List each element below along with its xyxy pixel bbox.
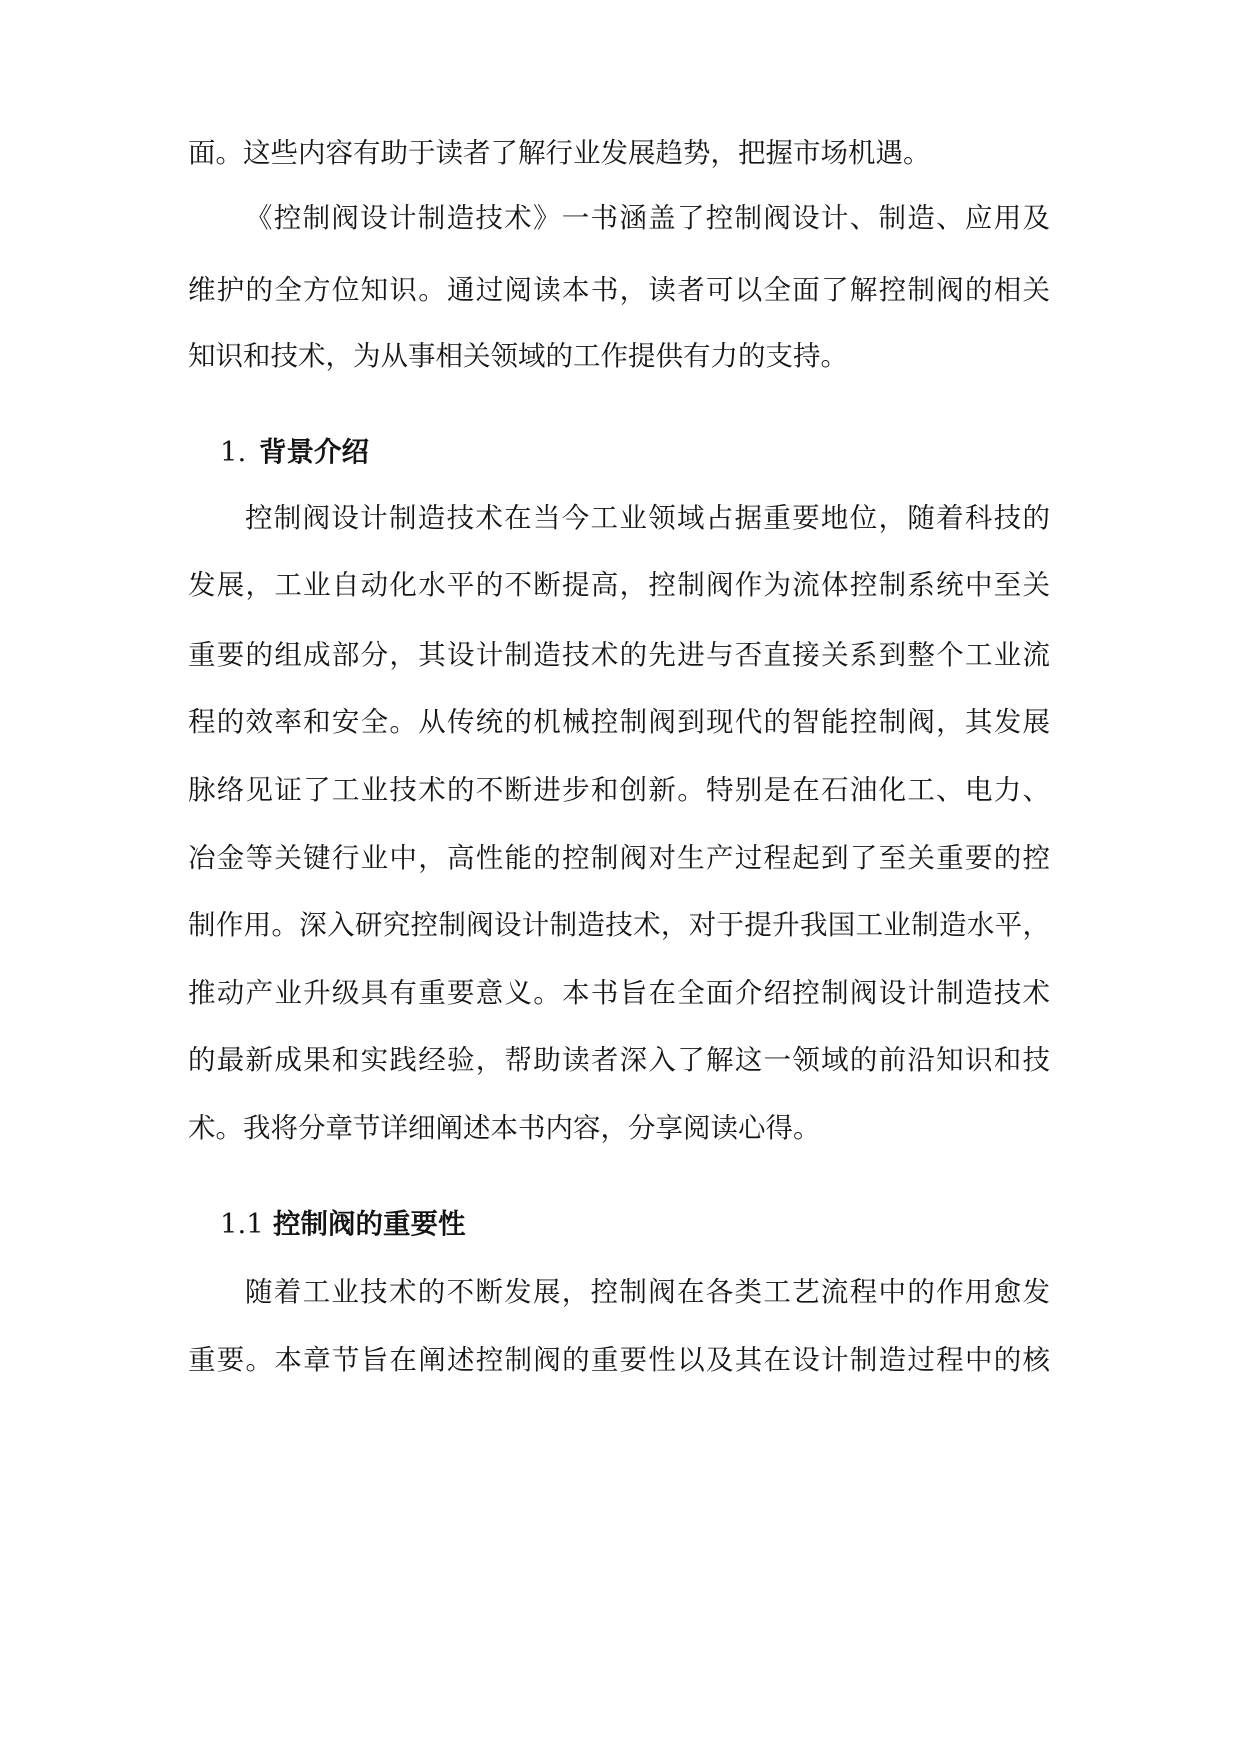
paragraph-line: 控制阀设计制造技术在当今工业领域占据重要地位，随着科技的 bbox=[245, 502, 1050, 534]
paragraph-line: 的最新成果和实践经验，帮助读者深入了解这一领域的前沿知识和技 bbox=[188, 1044, 1050, 1076]
section-number: 1. bbox=[220, 436, 247, 468]
paragraph-line: 知识和技术，为从事相关领域的工作提供有力的支持。 bbox=[188, 340, 848, 372]
paragraph-line: 制作用。深入研究控制阀设计制造技术，对于提升我国工业制造水平， bbox=[188, 909, 1050, 941]
paragraph-line: 《控制阀设计制造技术》一书涵盖了控制阀设计、制造、应用及 bbox=[245, 202, 1050, 234]
paragraph-line: 面。这些内容有助于读者了解行业发展趋势，把握市场机遇。 bbox=[188, 137, 931, 169]
section-title: 背景介绍 bbox=[259, 436, 369, 468]
paragraph-line: 维护的全方位知识。通过阅读本书，读者可以全面了解控制阀的相关 bbox=[188, 274, 1050, 306]
paragraph-line: 程的效率和安全。从传统的机械控制阀到现代的智能控制阀，其发展 bbox=[188, 706, 1050, 738]
paragraph-line: 重要的组成部分，其设计制造技术的先进与否直接关系到整个工业流 bbox=[188, 639, 1050, 671]
paragraph-line: 脉络见证了工业技术的不断进步和创新。特别是在石油化工、电力、 bbox=[188, 774, 1050, 806]
paragraph-line: 发展，工业自动化水平的不断提高，控制阀作为流体控制系统中至关 bbox=[188, 569, 1050, 601]
paragraph-line: 随着工业技术的不断发展，控制阀在各类工艺流程中的作用愈发 bbox=[245, 1276, 1050, 1308]
paragraph-line: 重要。本章节旨在阐述控制阀的重要性以及其在设计制造过程中的核 bbox=[188, 1344, 1050, 1376]
section-number: 1.1 bbox=[220, 1208, 264, 1240]
section-title: 控制阀的重要性 bbox=[273, 1208, 466, 1240]
paragraph-line: 冶金等关键行业中，高性能的控制阀对生产过程起到了至关重要的控 bbox=[188, 842, 1050, 874]
paragraph-line: 术。我将分章节详细阐述本书内容，分享阅读心得。 bbox=[188, 1112, 821, 1144]
paragraph-line: 推动产业升级具有重要意义。本书旨在全面介绍控制阀设计制造技术 bbox=[188, 977, 1050, 1009]
